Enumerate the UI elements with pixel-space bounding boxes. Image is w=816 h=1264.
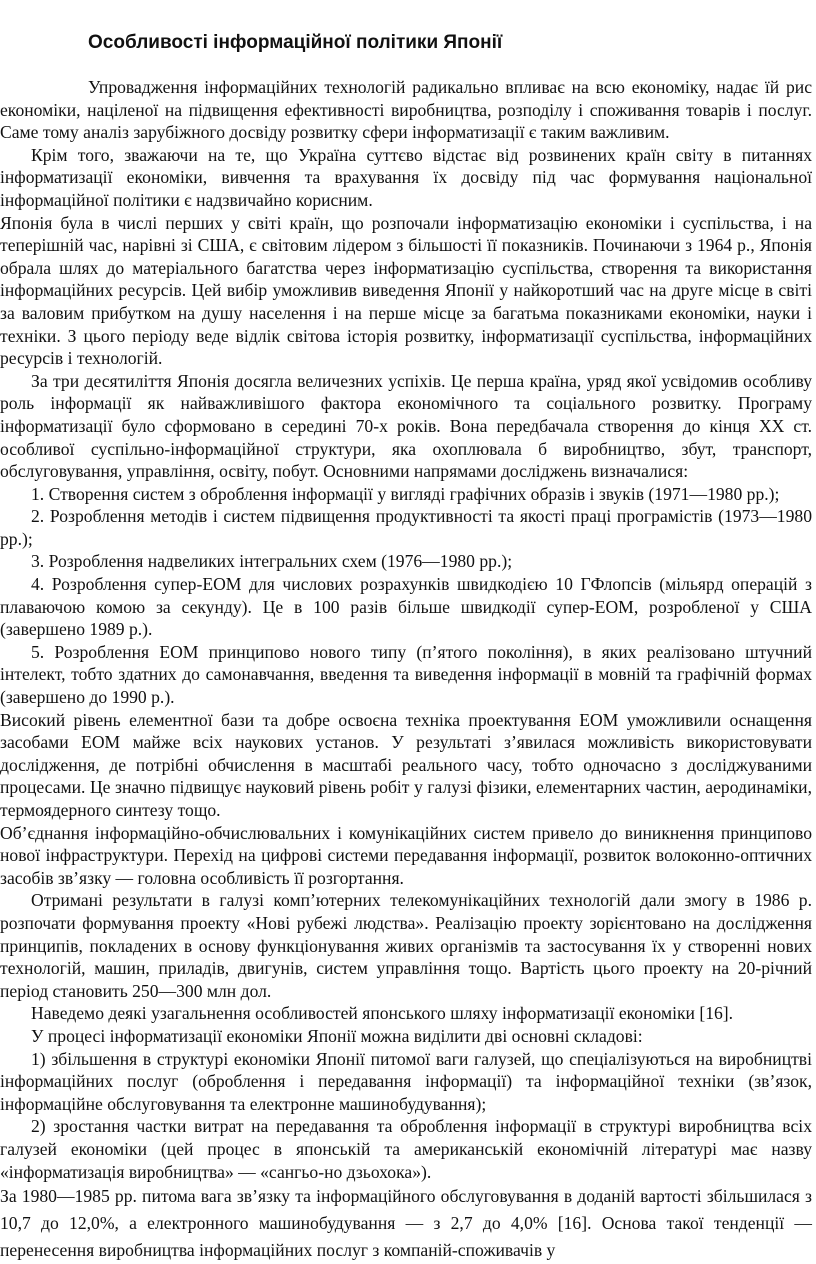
- paragraph: Упровадження інформаційних технологій радикально впливає на всю економіку, надає їй рис економіки, націленої на підвищення ефективності виробництва, розподілу і споживання товарів і послуг. Саме тому аналіз зарубіжного досвіду розвитку сфери інформатизації є таким важливим.: [0, 77, 812, 143]
- list-item: 3. Розроблення надвеликих інтегральних схем (1976—1980 рр.);: [31, 551, 513, 572]
- paragraph: Об’єднання інформаційно-обчислювальних і комунікаційних систем привело до виникнення принципово нової інфраструктури. Перехід на цифрові системи передавання інформації, розвиток волоконно-оптичних засобів зв’язку — головна особливість її розгортання.: [0, 822, 812, 888]
- page-title: Особливості інформаційної політики Японії: [88, 32, 503, 53]
- list-item: 2. Розроблення методів і систем підвищення продуктивності та якості праці програмістів (1973—1980 рр.);: [0, 506, 812, 549]
- paragraph: Японія була в числі перших у світі країн, що розпочали інформатизацію економіки і суспільства, і на теперішній час, нарівні зі США, є світовим лідером з більшості її показників. Починаючи з 1964 р., Японія обрала шлях до матеріального багатства через інформатизацію суспільства, створення та використання інформаційних ресурсів. Цей вибір уможливив виведення Японії у найкоротший час на друге місце в світі за валовим прибутком на душу населення і на перше місце за багатьма показниками економіки, науки і техніки. З цього періоду веде відлік світова історія розвитку, інформатизації суспільства, інформаційних ресурсів і технологій.: [0, 212, 812, 369]
- list-item: 2) зростання частки витрат на передавання та оброблення інформації в структурі виробництва всіх галузей економіки (цей процес в японській та американській економічній літературі має назву «інформатизація виробництва» — «сангьо-но дзьохока»).: [0, 1116, 812, 1182]
- paragraph: Високий рівень елементної бази та добре освоєна техніка проектування ЕОМ уможливили оснащення засобами ЕОМ майже всіх наукових установ. У результаті з’явилася можливість використовувати дослідження, де потрібні обчислення в масштабі реального часу, тобто одночасно з досліджуваними процесами. Це значно підвищує науковий рівень робіт у галузі фізики, елементарних частин, аеродинаміки, термоядерного синтезу тощо.: [0, 709, 812, 820]
- list-item: 1) збільшення в структурі економіки Японії питомої ваги галузей, що спеціалізуються на виробництві інформаційних послуг (оброблення і передавання інформації) та інформаційної техніки (зв’язок, інформаційне обслуговування та електронне машинобудування);: [0, 1048, 812, 1114]
- paragraph: У процесі інформатизації економіки Японії можна виділити дві основні складові:: [31, 1025, 643, 1046]
- document-body: [0, 76, 812, 1264]
- paragraph: Отримані результати в галузі комп’ютерних телекомунікаційних технологій дали змогу в 1986 р. розпочати формування проекту «Нові рубежі людства». Реалізацію проекту зорієнтовано на дослідження принципів, покладених в основу функціонування живих організмів та застосування їх у створенні нових технологій, машин, приладів, двигунів, систем управління тощо. Вартість цього проекту на 20-річний період становить 250—300 млн дол.: [0, 890, 812, 1001]
- list-item: 1. Створення систем з оброблення інформації у вигляді графічних образів і звуків (1971—1980 рр.);: [31, 483, 780, 504]
- list-item: 4. Розроблення супер-ЕОМ для числових розрахунків швидкодією 10 ГФлопсів (мільярд операцій з плаваючою комою за секунду). Це в 100 разів більше швидкодії супер-ЕОМ, розробленої у США (завершено 1989 р.).: [0, 574, 812, 640]
- paragraph: Крім того, зважаючи на те, що Україна суттєво відстає від розвинених країн світу в питаннях інформатизації економіки, вивчення та врахування їх досвіду під час формування національної інформаційної політики є надзвичайно корисним.: [0, 144, 812, 210]
- paragraph: За 1980—1985 рр. питома вага зв’язку та інформаційного обслуговування в доданій вартості збільшилася з 10,7 до 12,0%, а електронного машинобудування — з 2,7 до 4,0% [16]. Основа такої тенденції — перенесення виробництва інформаційних послуг з компаній-споживачів у: [0, 1186, 812, 1261]
- paragraph: За три десятиліття Японія досягла величезних успіхів. Це перша країна, уряд якої усвідомив особливу роль інформації як найважливішого фактора економічного та соціального розвитку. Програму інформатизації було сформовано в середині 70-х років. Вона передбачала створення до кінця XX ст. особливої суспільно-інформаційної структури, яка охоплювала б виробництво, збут, транспорт, обслуговування, управління, освіту, побут. Основними напрямами досліджень визначалися:: [0, 370, 812, 482]
- list-item: 5. Розроблення ЕОМ принципово нового типу (п’ятого покоління), в яких реалізовано штучний інтелект, тобто здатних до самонавчання, введення та виведення інформації в мовній та графічній формах (завершено до 1990 р.).: [0, 641, 812, 708]
- paragraph: Наведемо деякі узагальнення особливостей японського шляху інформатизації економіки [16].: [31, 1003, 734, 1024]
